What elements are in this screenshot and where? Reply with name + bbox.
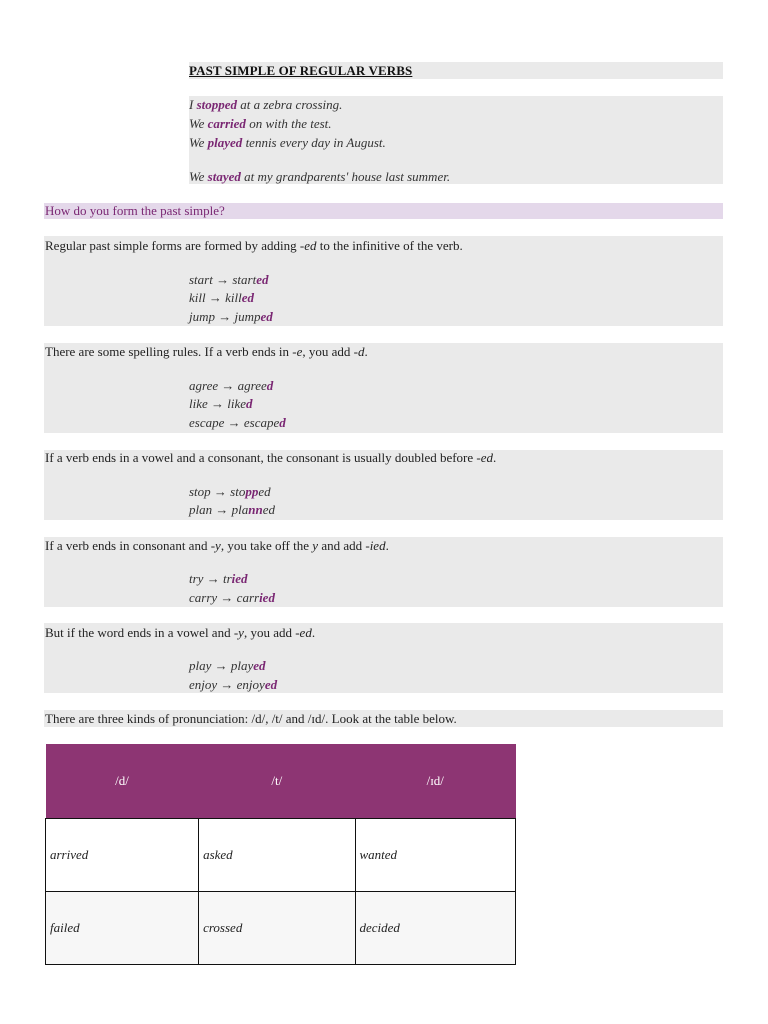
table-cell: crossed [199,892,355,965]
rule-text: If a verb ends in consonant and -y, you take off the y and add -ied. [45,538,389,553]
pronunciation-table [45,744,516,965]
page-title: PAST SIMPLE OF REGULAR VERBS [189,63,413,78]
verb-example: try → tried [189,571,248,586]
table-header-cell: /d/ [46,744,199,819]
verb-example: like → liked [189,396,253,411]
rule-text: But if the word ends in a vowel and -y, you add -ed. [45,625,316,640]
table-cell: asked [199,819,355,892]
verb-example: plan → planned [189,502,275,517]
example-sentence: I stopped at a zebra crossing. [189,97,343,112]
table-header-cell: /t/ [199,744,355,819]
table-header-row [46,744,516,819]
rule-text: There are three kinds of pronunciation: /d/, /t/ and /ɪd/. Look at the table below. [45,711,457,726]
table-row [46,819,516,892]
verb-example: carry → carried [189,590,275,605]
verb-example: play → played [189,658,266,673]
example-sentence: We carried on with the test. [189,116,332,131]
table-header-cell: /ɪd/ [355,744,516,819]
rule-text: If a verb ends in a vowel and a consonant, the consonant is usually doubled before -ed. [45,450,497,465]
section-question: How do you form the past simple? [45,203,225,218]
table-row [46,892,516,965]
rule-text: There are some spelling rules. If a verb ends in -e, you add -d. [45,344,368,359]
verb-example: start → started [189,272,269,287]
table-cell: wanted [355,819,516,892]
table-cell: arrived [46,819,199,892]
verb-example: escape → escaped [189,415,286,430]
verb-example: enjoy → enjoyed [189,677,278,692]
rule-text: Regular past simple forms are formed by adding -ed to the infinitive of the verb. [45,238,463,253]
verb-example: stop → stopped [189,484,271,499]
table-cell: failed [46,892,199,965]
example-sentence: We played tennis every day in August. [189,135,386,150]
example-sentence: We stayed at my grandparents' house last summer. [189,169,451,184]
verb-example: kill → killed [189,290,254,305]
table-cell: decided [355,892,516,965]
verb-example: agree → agreed [189,378,274,393]
verb-example: jump → jumped [189,309,273,324]
